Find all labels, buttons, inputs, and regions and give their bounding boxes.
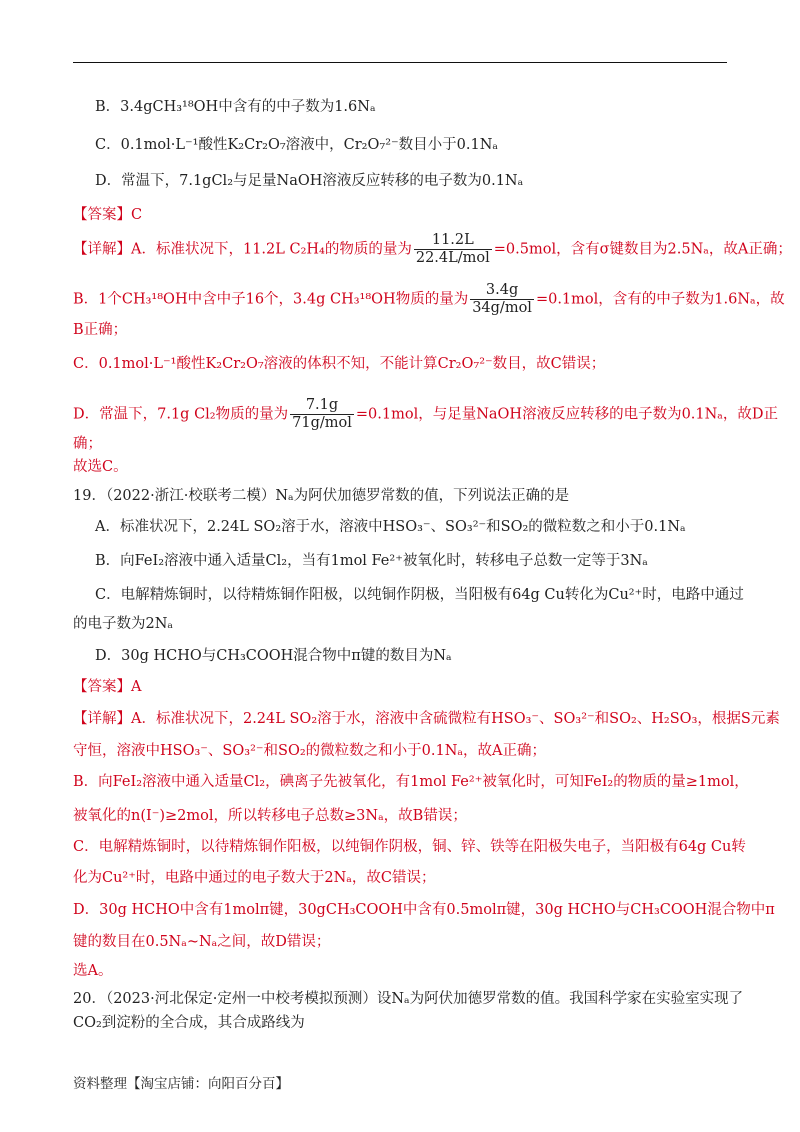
q18-explanation-b-cont: B正确； <box>73 322 128 338</box>
q19-explanation-b: B．向FeI₂溶液中通入适量Cl₂，碘离子先被氧化，有1mol Fe²⁺被氧化时，可知FeI₂的物质的量≥1mol， <box>73 774 749 790</box>
q18-answer: 【答案】C <box>73 207 143 223</box>
q18-option-b: B．3.4gCH₃¹⁸OH中含有的中子数为1.6Nₐ <box>95 99 376 115</box>
q19-explanation-a <box>73 709 780 729</box>
exp-a-result: =0.5mol，含有σ键数目为2.5Nₐ，故A正确； <box>493 241 792 258</box>
q18-explanation-c: C．0.1mol·L⁻¹酸性K₂Cr₂O₇溶液的体积不知，不能计算Cr₂O₇²⁻数目，故C错误； <box>73 356 606 372</box>
q18-explanation-a <box>73 232 792 267</box>
fraction-a <box>414 232 492 267</box>
q19-explanation-d-cont: 键的数目在0.5Nₐ~Nₐ之间，故D错误； <box>73 934 331 950</box>
q19-answer: 【答案】A <box>73 679 142 695</box>
fraction-numerator: 7.1g <box>290 397 354 415</box>
header-rule <box>73 62 727 63</box>
q19-option-a: A．标准状况下，2.24L SO₂溶于水，溶液中HSO₃⁻、SO₃²⁻和SO₂的微粒数之和小于0.1Nₐ <box>95 519 686 535</box>
q18-option-d: D．常温下，7.1gCl₂与足量NaOH溶液反应转移的电子数为0.1Nₐ <box>95 173 524 189</box>
q19-option-c: C．电解精炼铜时，以待精炼铜作阳极，以纯铜作阴极，当阳极有64g Cu转化为Cu²⁺时，电路中通过 <box>95 587 744 603</box>
exp-d-result: =0.1mol，与足量NaOH溶液反应转移的电子数为0.1Nₐ，故D正 <box>355 406 779 423</box>
fraction-d <box>290 397 354 432</box>
exp-b-result: =0.1mol，含有的中子数为1.6Nₐ，故 <box>535 291 785 308</box>
q19-option-c-cont: 的电子数为2Nₐ <box>73 616 174 632</box>
q18-option-c: C．0.1mol·L⁻¹酸性K₂Cr₂O₇溶液中，Cr₂O₇²⁻数目小于0.1Nₐ <box>95 137 499 153</box>
page-footer: 资料整理【淘宝店铺：向阳百分百】 <box>73 1076 289 1092</box>
q20-stem-cont: CO₂到淀粉的全合成，其合成路线为 <box>73 1015 305 1031</box>
q18-conclusion: 故选C。 <box>73 459 128 475</box>
exp-a-text: A．标准状况下，2.24L SO₂溶于水，溶液中含硫微粒有HSO₃⁻、SO₃²⁻和SO₂、H₂SO₃，根据S元素 <box>131 711 780 727</box>
q19-explanation-c-cont: 化为Cu²⁺时，电路中通过的电子数大于2Nₐ，故C错误； <box>73 870 436 886</box>
exp-a-text: A．标准状况下，11.2L C₂H₄的物质的量为 <box>131 241 412 258</box>
q19-explanation-c: C．电解精炼铜时，以待精炼铜作阳极，以纯铜作阴极，铜、锌、铁等在阳极失电子，当阳极有64g Cu转 <box>73 839 746 855</box>
explanation-label: 【详解】 <box>73 241 131 258</box>
q19-conclusion: 选A。 <box>73 963 113 979</box>
q20-stem: 20．（2023·河北保定·定州一中校考模拟预测）设Nₐ为阿伏加德罗常数的值。我国科学家在实验室实现了 <box>73 991 744 1007</box>
fraction-denominator: 22.4L/mol <box>415 250 490 266</box>
q18-explanation-b <box>73 282 785 317</box>
exp-d-text: D．常温下，7.1g Cl₂物质的量为 <box>73 406 289 423</box>
fraction-numerator: 3.4g <box>470 282 534 300</box>
q18-explanation-d <box>73 397 778 432</box>
fraction-b <box>470 282 534 317</box>
fraction-denominator: 34g/mol <box>472 300 532 316</box>
q19-explanation-b-cont: 被氧化的n(I⁻)≥2mol，所以转移电子总数≥3Nₐ，故B错误； <box>73 808 467 824</box>
q18-explanation-d-cont: 确； <box>73 436 102 452</box>
exp-b-text: B．1个CH₃¹⁸OH中含中子16个，3.4g CH₃¹⁸OH物质的量为 <box>73 291 469 308</box>
q19-explanation-a-cont: 守恒，溶液中HSO₃⁻、SO₃²⁻和SO₂的微粒数之和小于0.1Nₐ，故A正确； <box>73 743 546 759</box>
fraction-denominator: 71g/mol <box>292 415 352 431</box>
q19-stem: 19．（2022·浙江·校联考二模）Nₐ为阿伏加德罗常数的值，下列说法正确的是 <box>73 488 570 504</box>
q19-option-b: B．向FeI₂溶液中通入适量Cl₂，当有1mol Fe²⁺被氧化时，转移电子总数一定等于3Nₐ <box>95 553 648 569</box>
fraction-numerator: 11.2L <box>414 232 492 250</box>
q19-explanation-d: D．30g HCHO中含有1molπ键，30gCH₃COOH中含有0.5molπ键，30g HCHO与CH₃COOH混合物中π <box>73 902 775 918</box>
explanation-label: 【详解】 <box>73 711 131 727</box>
q19-option-d: D．30g HCHO与CH₃COOH混合物中π键的数目为Nₐ <box>95 648 452 664</box>
